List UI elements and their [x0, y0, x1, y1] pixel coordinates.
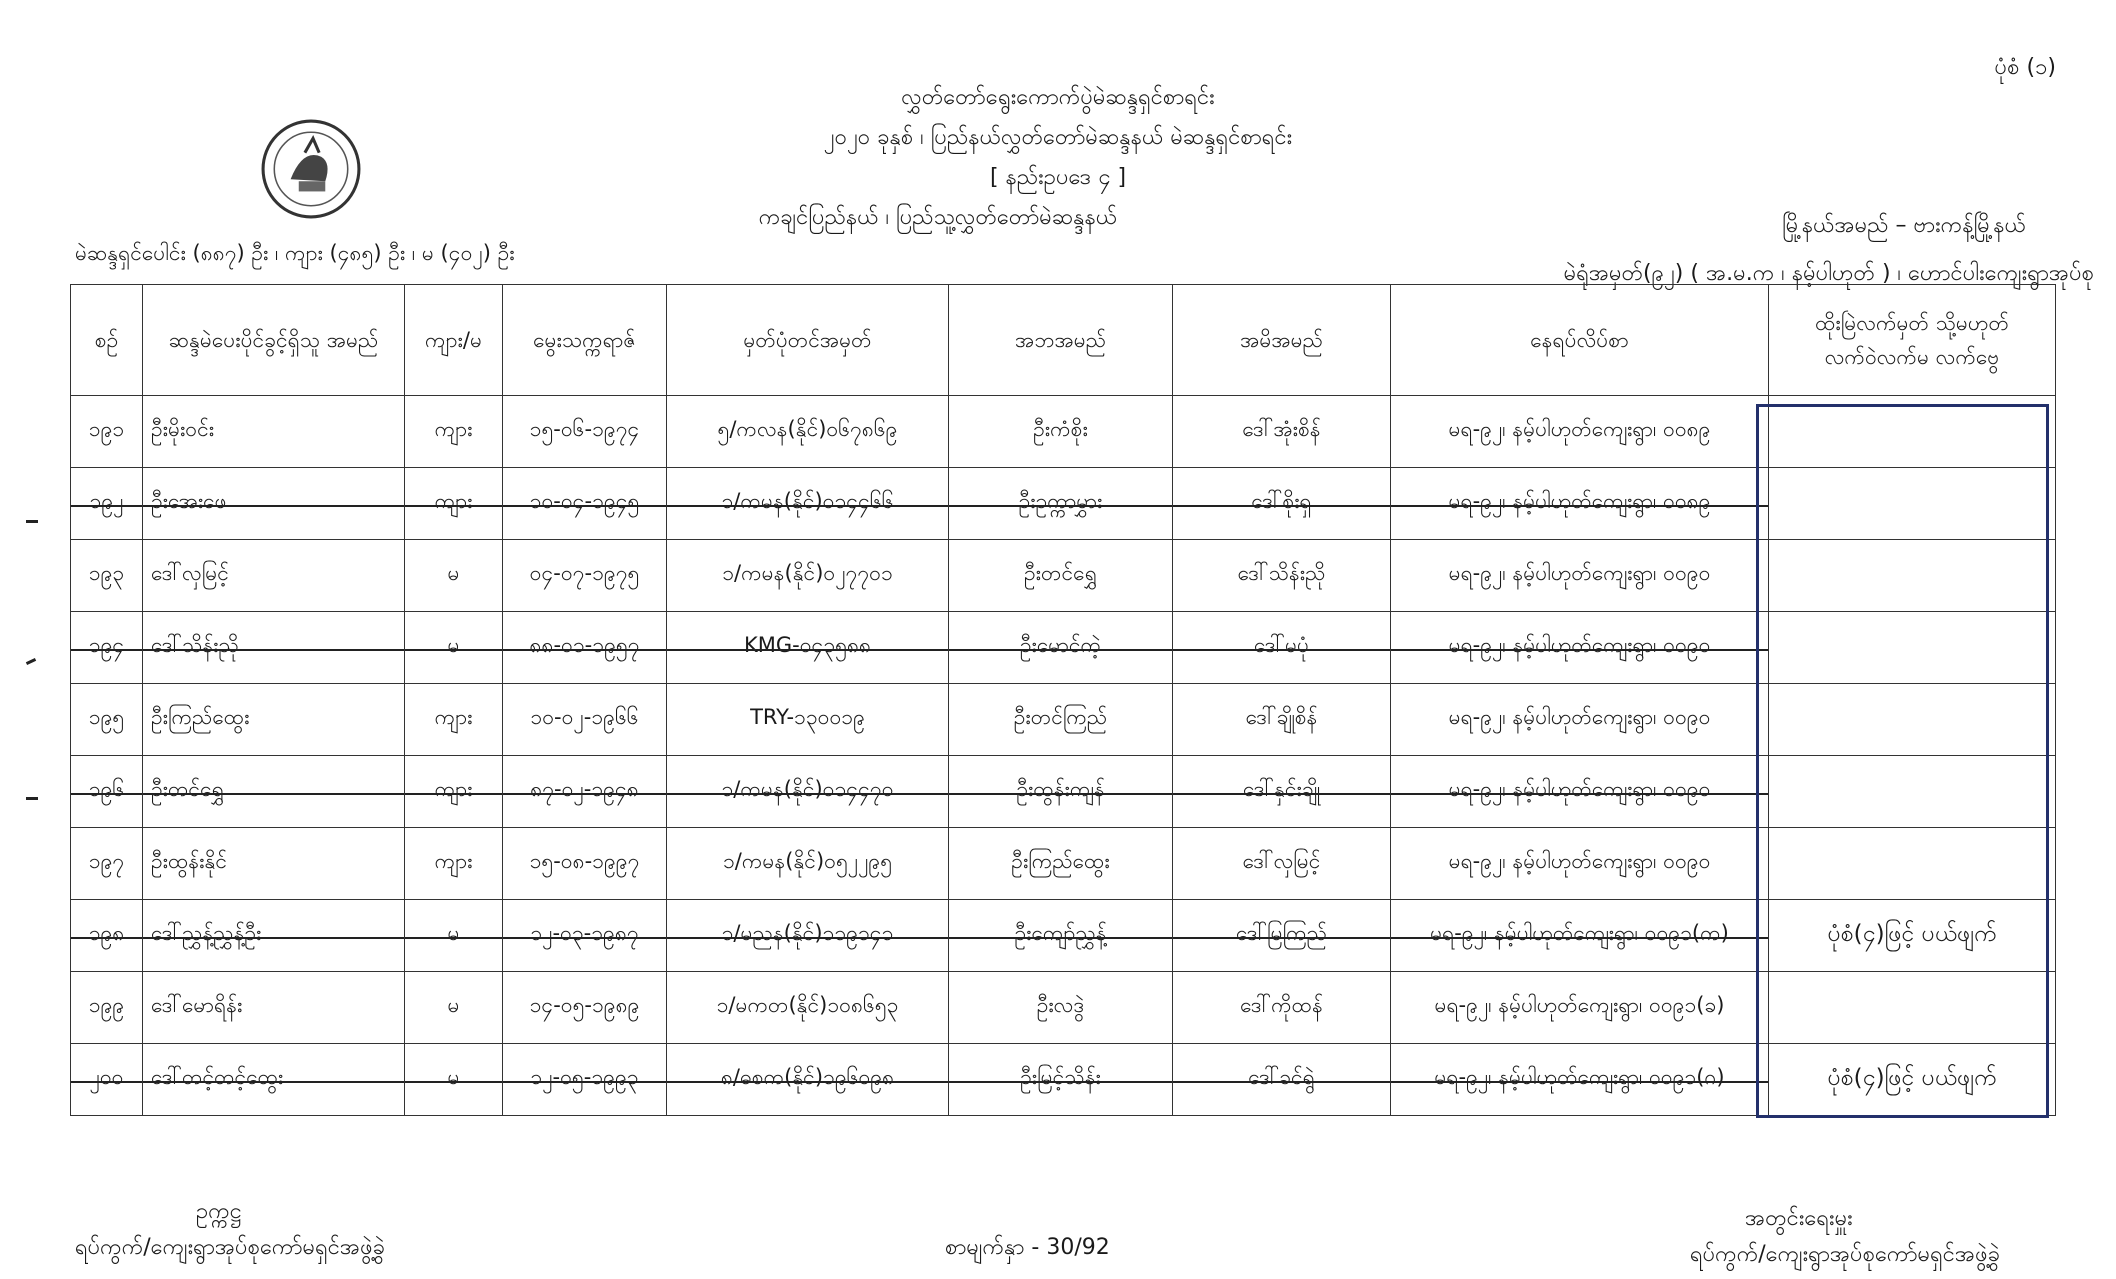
secretary-label: အတွင်းရေးမှူး [1745, 1206, 1853, 1231]
cell-sex: မ [405, 540, 503, 612]
cell-nrc: ၅/ကလန(နိုင်)၀၆၇၈၆၉ [667, 396, 949, 468]
cell-nrc: ၁/ကမန(နိုင်)၀၅၂၂၉၅ [667, 828, 949, 900]
cell-dob: ၁၄-၀၅-၁၉၈၉ [503, 972, 667, 1044]
cell-address: မရ-၉၂၊ နမ့်ပါဟုတ်ကျေးရွာ၊ ၀၀၉၀ [1391, 612, 1769, 684]
cell-sex: ကျား [405, 828, 503, 900]
cell-remark [1769, 468, 2056, 540]
margin-tick-mark [26, 520, 38, 523]
voter-totals: မဲဆန္ဒရှင်ပေါင်း (၈၈၇) ဦး ၊ ကျား (၄၈၅) ဦး ၊ မ (၄၀၂) ဦး [75, 241, 515, 265]
table-row [71, 756, 2056, 828]
cell-no: ၁၉၁ [71, 396, 143, 468]
cell-name: ဦးအေးဖေ [143, 468, 405, 540]
cell-no: ၁၉၃ [71, 540, 143, 612]
polling-station: မဲရုံအမှတ်(၉၂) ( အ.မ.က ၊ နမ့်ပါဟုတ် ) ၊ ဟောင်ပါးကျေးရွာအုပ်စု [1563, 261, 2094, 286]
cell-no: ၁၉၉ [71, 972, 143, 1044]
cell-remark: ပုံစံ(၄)ဖြင့် ပယ်ဖျက် [1769, 900, 2056, 972]
cell-sex: ကျား [405, 468, 503, 540]
form-number: ပုံစံ (၁) [1994, 55, 2056, 80]
cell-nrc: ၁/ကမန(နိုင်)၀၁၄၄၆၆ [667, 468, 949, 540]
cell-name: ဒေါ်လှမြင့် [143, 540, 405, 612]
cell-name: ဒေါ်ညွှန့်ညွှန့်ဦး [143, 900, 405, 972]
col-header-mother: အမိအမည် [1173, 285, 1391, 396]
cell-nrc: ၁/ကမန(နိုင်)၀၂၇၇၀၁ [667, 540, 949, 612]
cell-no: ၁၉၂ [71, 468, 143, 540]
cell-sex: မ [405, 1044, 503, 1116]
cell-mother: ဒေါ်မပုံ [1173, 612, 1391, 684]
cell-sex: ကျား [405, 684, 503, 756]
title-line-4: ကချင်ပြည်နယ် ၊ ပြည်သူ့လွှတ်တော်မဲဆန္ဒနယ် [758, 205, 1118, 230]
cell-no: ၁၉၄ [71, 612, 143, 684]
cell-nrc: TRY-၁၃၀၀၁၉ [667, 684, 949, 756]
col-header-father: အဘအမည် [949, 285, 1173, 396]
cell-father: ဦးမောင်ကဲ့ [949, 612, 1173, 684]
voter-list-table [70, 284, 2056, 1116]
cell-address: မရ-၉၂၊ နမ့်ပါဟုတ်ကျေးရွာ၊ ၀၀၉၁(က) [1391, 900, 1769, 972]
cell-address: မရ-၉၂၊ နမ့်ပါဟုတ်ကျေးရွာ၊ ၀၀၉၀ [1391, 828, 1769, 900]
cell-dob: ၁၀-၀၄-၁၉၄၅ [503, 468, 667, 540]
cell-dob: ၁၅-၀၈-၁၉၉၇ [503, 828, 667, 900]
secretary-committee: ရပ်ကွက်/ကျေးရွာအုပ်စုကော်မရှင်အဖွဲ့ခွဲ [1690, 1242, 2001, 1267]
margin-tick-mark [26, 658, 36, 665]
chairman-label: ဥက္ကဋ္ဌ [196, 1199, 242, 1224]
cell-no: ၂၀၀ [71, 1044, 143, 1116]
table-row [71, 540, 2056, 612]
cell-mother: ဒေါ်ချိုစိန် [1173, 684, 1391, 756]
cell-remark [1769, 396, 2056, 468]
table-row [71, 1044, 2056, 1116]
cell-remark [1769, 684, 2056, 756]
table-row [71, 972, 2056, 1044]
table-row [71, 900, 2056, 972]
cell-father: ဦးတင်ရွှေ [949, 540, 1173, 612]
cell-father: ဦးဥက္ကာမွှား [949, 468, 1173, 540]
cell-dob: ၁၅-၀၆-၁၉၇၄ [503, 396, 667, 468]
cell-address: မရ-၉၂၊ နမ့်ပါဟုတ်ကျေးရွာ၊ ၀၀၉၀ [1391, 540, 1769, 612]
cell-mother: ဒေါ်ကိုထန် [1173, 972, 1391, 1044]
title-line-1: လွှတ်တော်ရွေးကောက်ပွဲမဲဆန္ဒရှင်စာရင်း [901, 85, 1215, 110]
cell-remark: ပုံစံ(၄)ဖြင့် ပယ်ဖျက် [1769, 1044, 2056, 1116]
cell-nrc: KMG-၀၄၃၅၈၈ [667, 612, 949, 684]
cell-no: ၁၉၈ [71, 900, 143, 972]
cell-mother: ဒေါ်မြကြည် [1173, 900, 1391, 972]
cell-mother: ဒေါ်နှင်းချို [1173, 756, 1391, 828]
cell-nrc: ၈/ဓစက(နိုင်)၁၉၆၀၉၈ [667, 1044, 949, 1116]
cell-name: ဒေါ်တင့်တင့်ထွေး [143, 1044, 405, 1116]
col-header-nrc: မှတ်ပုံတင်အမှတ် [667, 285, 949, 396]
cell-remark [1769, 972, 2056, 1044]
cell-remark [1769, 756, 2056, 828]
table-row [71, 828, 2056, 900]
cell-address: မရ-၉၂၊ နမ့်ပါဟုတ်ကျေးရွာ၊ ၀၀၉၁(ဂ) [1391, 1044, 1769, 1116]
cell-name: ဦးထွန်းနိုင် [143, 828, 405, 900]
cell-address: မရ-၉၂၊ နမ့်ပါဟုတ်ကျေးရွာ၊ ၀၀၉၁(ခ) [1391, 972, 1769, 1044]
table-row [71, 468, 2056, 540]
cell-dob: ၁၂-၀၃-၁၉၈၇ [503, 900, 667, 972]
cell-mother: ဒေါ်ခင်ရွဲ [1173, 1044, 1391, 1116]
table-row [71, 396, 2056, 468]
cell-dob: ၈၈-၀၁-၁၉၅၇ [503, 612, 667, 684]
title-line-2: ၂၀၂၀ ခုနှစ် ၊ ပြည်နယ်လွှတ်တော်မဲဆန္ဒနယ် မဲဆန္ဒရှင်စာရင်း [823, 125, 1293, 150]
cell-father: ဦးကြည်ထွေး [949, 828, 1173, 900]
cell-remark [1769, 540, 2056, 612]
cell-sex: မ [405, 900, 503, 972]
table-header-row [71, 285, 2056, 396]
cell-father: ဦးထွန်းကျန် [949, 756, 1173, 828]
cell-mother: ဒေါ်သိန်းညို [1173, 540, 1391, 612]
margin-tick-mark [26, 797, 38, 800]
cell-nrc: ၁/မညန(နိုင်)၁၁၉၁၄၁ [667, 900, 949, 972]
cell-address: မရ-၉၂၊ နမ့်ပါဟုတ်ကျေးရွာ၊ ၀၀၈၉ [1391, 468, 1769, 540]
col-header-signature: ထိုးမြဲလက်မှတ် သို့မဟုတ် လက်ဝဲလက်မ လက်ဗွေ [1769, 285, 2056, 396]
page-number: စာမျက်နှာ - 30/92 [945, 1235, 1110, 1260]
cell-dob: ၀၄-၀၇-၁၉၇၅ [503, 540, 667, 612]
table-row [71, 684, 2056, 756]
cell-sex: မ [405, 972, 503, 1044]
cell-father: ဦးကံစိုး [949, 396, 1173, 468]
cell-name: ဦးမိုးဝင်း [143, 396, 405, 468]
cell-father: ဦးတင်ကြည် [949, 684, 1173, 756]
cell-address: မရ-၉၂၊ နမ့်ပါဟုတ်ကျေးရွာ၊ ၀၀၉၀ [1391, 756, 1769, 828]
cell-no: ၁၉၅ [71, 684, 143, 756]
col-header-dob: မွေးသက္ကရာဇ် [503, 285, 667, 396]
cell-sex: မ [405, 612, 503, 684]
cell-no: ၁၉၆ [71, 756, 143, 828]
cell-name: ဦးတင်ရွှေ [143, 756, 405, 828]
chairman-committee: ရပ်ကွက်/ကျေးရွာအုပ်စုကော်မရှင်အဖွဲ့ခွဲ [75, 1235, 386, 1260]
cell-dob: ၁၀-၀၂-၁၉၆၆ [503, 684, 667, 756]
table-row [71, 612, 2056, 684]
cell-father: ဦးမြင့်သိန်း [949, 1044, 1173, 1116]
cell-nrc: ၁/ကမန(နိုင်)၀၁၄၄၇၀ [667, 756, 949, 828]
cell-remark [1769, 612, 2056, 684]
cell-sex: ကျား [405, 756, 503, 828]
cell-father: ဦးကျော်ညွှန့် [949, 900, 1173, 972]
cell-father: ဦးလဒွဲ [949, 972, 1173, 1044]
cell-mother: ဒေါ်လှမြင့် [1173, 828, 1391, 900]
cell-name: ဒေါ်သိန်းညို [143, 612, 405, 684]
cell-dob: ၁၂-၀၅-၁၉၉၃ [503, 1044, 667, 1116]
col-header-name: ဆန္ဒမဲပေးပိုင်ခွင့်ရှိသူ အမည် [143, 285, 405, 396]
title-line-3: [ နည်းဥပဒေ ၄ ] [989, 165, 1127, 190]
cell-address: မရ-၉၂၊ နမ့်ပါဟုတ်ကျေးရွာ၊ ၀၀၉၀ [1391, 684, 1769, 756]
cell-remark [1769, 828, 2056, 900]
cell-name: ဦးကြည်ထွေး [143, 684, 405, 756]
col-header-no: စဉ် [71, 285, 143, 396]
cell-address: မရ-၉၂၊ နမ့်ပါဟုတ်ကျေးရွာ၊ ၀၀၈၉ [1391, 396, 1769, 468]
col-header-sex: ကျား/မ [405, 285, 503, 396]
cell-mother: ဒေါ်အုံးစိန် [1173, 396, 1391, 468]
cell-no: ၁၉၇ [71, 828, 143, 900]
cell-nrc: ၁/မကတ(နိုင်)၁၀၈၆၅၃ [667, 972, 949, 1044]
cell-name: ဒေါ်မောရိန်း [143, 972, 405, 1044]
township-name: မြို့နယ်အမည် – ဗားကန့်မြို့နယ် [1782, 213, 2026, 238]
cell-dob: ၈၇-၀၂-၁၉၄၈ [503, 756, 667, 828]
cell-sex: ကျား [405, 396, 503, 468]
cell-mother: ဒေါ်စိုးရှ [1173, 468, 1391, 540]
col-header-address: နေရပ်လိပ်စာ [1391, 285, 1769, 396]
